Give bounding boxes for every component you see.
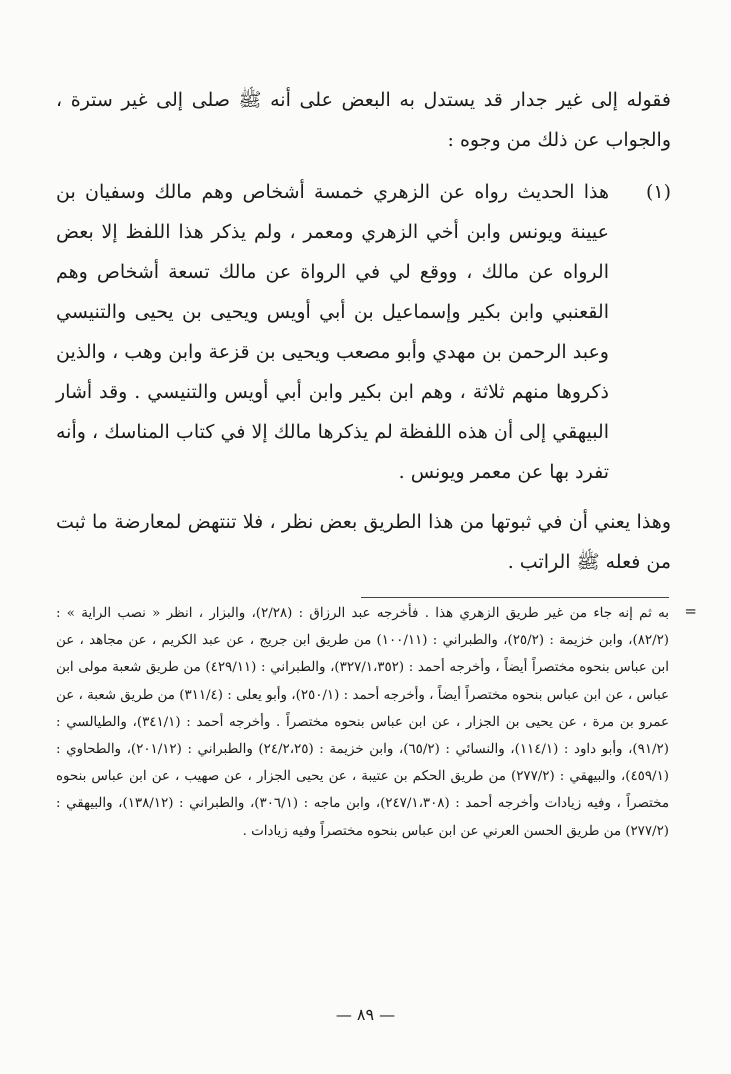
point-text: هذا الحديث رواه عن الزهري خمسة أشخاص وهم مالك وسفيان بن عيينة ويونس وابن أخي الزهري ومعمر ، ولم يذكر هذا اللفظ إلا بعض الرواه عن مالك ، ووقع لي في الرواة عن مالك تسعة أشخاص وهم القعنبي وابن بكير وإسماعيل بن أبي أويس ويحيى بن يحيى والتنيسي وعبد الرحمن بن مهدي وأبو مصعب ويحيى بن قزعة وابن وهب ، والذين ذكروها منهم ثلاثة ، وهم ابن بكير وابن أبي أويس والتنيسي . وقد أشار البيهقي إلى أن هذه اللفظة لم يذكرها مالك إلا في كتاب المناسك ، وأنه تفرد بها عن معمر ويونس . — [56, 181, 609, 483]
numbered-point — [56, 172, 671, 492]
page-number: — ٨٩ — — [335, 1005, 396, 1024]
footnote-text: به ثم إنه جاء من غير طريق الزهري هذا . فأخرجه عبد الرزاق : (٢/٢٨)، والبزار ، انظر « نصب الراية » : (٨٢/٢)، وابن خزيمة : (٢٥/٢)، والطبراني : (١٠٠/١١) من طريق ابن جريج ، عن عبد الكريم ، عن مجاهد ، عن ابن عباس بنحوه مختصراً أيضاً ، وأخرجه أحمد : (٣٢٧/١،٣٥٢)، والطبراني : (٤٢٩/١١) من طريق شعبة مولى ابن عباس ، عن ابن عباس بنحوه مختصراً أيضاً ، وأخرجه أحمد : (٢٥٠/١)، وأبو يعلى : (٣١١/٤) من طريق شعبة ، عن عمرو بن مرة ، عن يحيى بن الجزار ، عن ابن عباس بنحوه مختصراً . وأخرجه أحمد : (٣٤١/١)، والطيالسي : (٩١/٢)، وأبو داود : (١١٤/١)، والنسائي : (٦٥/٢)، وابن خزيمة : (٢٤/٢،٢٥) والطبراني : (٢٠١/١٢)، والطحاوي : (٤٥٩/١)، والبيهقي : (٢٧٧/٢) من طريق الحكم بن عتيبة ، عن يحيى الجزار ، عن صهيب ، عن ابن عباس بنحوه مختصراً ، وفيه زيادات وأخرجه أحمد : (٢٤٧/١،٣٠٨)، وابن ماجه : (٣٠٦/١)، والطبراني : (١٣٨/١٢)، والبيهقي : (٢٧٧/٢) من طريق الحسن العرني عن ابن عباس بنحوه مختصراً وفيه زيادات . — [56, 606, 670, 839]
intro-paragraph: فقوله إلى غير جدار قد يستدل به البعض على أنه ﷺ صلى إلى غير سترة ، والجواب عن ذلك من وجوه : — [56, 89, 671, 151]
main-text — [56, 80, 671, 582]
footnote — [56, 600, 697, 845]
footnote-continuation-mark: = — [684, 602, 697, 620]
conclusion-paragraph: وهذا يعني أن في ثبوتها من هذا الطريق بعض نظر ، فلا تنتهض لمعارضة ما ثبت من فعله ﷺ الراتب . — [56, 511, 671, 573]
footnote-divider — [361, 597, 669, 598]
point-number: (١) — [645, 181, 671, 203]
